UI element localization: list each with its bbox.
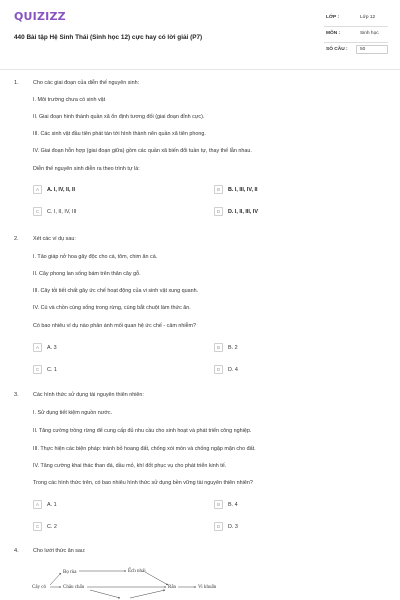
question-line: II. Tăng cường trồng rừng để cung cấp đủ nhu cầu cho sinh hoạt và phát triển công nghiệp. <box>33 428 252 434</box>
question-number: 1. <box>14 80 19 86</box>
meta-row-subject <box>316 28 392 40</box>
food-web-label: Bọ rùa <box>63 570 77 575</box>
meta-row-count <box>316 44 392 56</box>
answer-option-b[interactable] <box>214 185 382 196</box>
food-web-diagram <box>30 560 220 600</box>
meta-value: Lớp 12 <box>360 15 376 20</box>
option-text: D. 4 <box>228 366 238 373</box>
page-title: 440 Bài tập Hệ Sinh Thái (Sinh học 12) cực hay có lời giải (P7) <box>14 34 203 41</box>
option-letter: B <box>214 500 223 509</box>
question-line: II. Giai đoạn hình thành quần xã ổn định tương đối (giai đoạn đỉnh cực). <box>33 114 205 120</box>
divider <box>324 42 388 43</box>
option-letter: A <box>33 185 42 194</box>
question-line: Diễn thế nguyên sinh diễn ra theo trình tự là: <box>33 166 140 172</box>
food-web-label: Vi khuẩn <box>198 585 217 590</box>
option-text: B. 4 <box>228 501 238 508</box>
option-letter: D <box>214 365 223 374</box>
divider <box>324 26 388 27</box>
option-text: B. I, III, IV, II <box>228 186 258 193</box>
question-stem: Các hình thức sử dụng tài nguyên thiên nhiên: <box>33 392 144 398</box>
option-text: D. 3 <box>228 523 238 530</box>
question-line: Có bao nhiêu ví dụ nào phản ánh mối quan hệ ức chế - cảm nhiễm? <box>33 323 197 329</box>
option-letter: C <box>33 207 42 216</box>
answer-option-a[interactable] <box>33 343 201 354</box>
option-text: B. 2 <box>228 344 238 351</box>
question-number: 4. <box>14 548 19 554</box>
option-text: C. 2 <box>47 523 57 530</box>
option-text: C. 1 <box>47 366 57 373</box>
meta-label: MÔN : <box>326 31 341 36</box>
answer-option-c[interactable] <box>33 207 201 218</box>
option-letter: A <box>33 500 42 509</box>
option-text: A. 1 <box>47 501 57 508</box>
option-letter: C <box>33 365 42 374</box>
question-line: IV. Tăng cường khai thác than đá, dầu mỏ, khí đốt phục vụ cho phát triển kinh tế. <box>33 463 227 469</box>
question-line: I. Sử dụng tiết kiệm nguồn nước. <box>33 410 113 416</box>
question-line: I. Tảo giáp nở hoa gây độc cho cá, tôm, chim ăn cá. <box>33 254 158 260</box>
answer-option-c[interactable] <box>33 365 201 376</box>
food-web-label: Ếch nhái <box>128 569 146 574</box>
question-line: III. Các sinh vật đầu tiên phát tán tới hình thành nên quần xã tiên phong. <box>33 131 206 137</box>
food-web-label: Rắn <box>168 585 177 590</box>
food-web-label: Cây cỏ <box>32 585 47 590</box>
option-text: A. I, IV, II, II <box>47 186 75 193</box>
question-line: II. Cây phong lan sống bám trên thân cây gỗ. <box>33 271 141 277</box>
option-text: A. 3 <box>47 344 57 351</box>
option-letter: D <box>214 522 223 531</box>
question-stem: Cho lưới thức ăn sau: <box>33 548 86 554</box>
question-line: IV. Giai đoạn hỗn hợp (giai đoạn giữa) gồm các quần xã biến đổi tuần tự, thay thế lẫn nhau. <box>33 148 252 154</box>
question-number: 2. <box>14 236 19 242</box>
meta-value: 50 <box>360 47 366 52</box>
answer-option-a[interactable] <box>33 185 201 196</box>
option-letter: A <box>33 343 42 352</box>
question-line: I. Môi trường chưa có sinh vật <box>33 97 106 103</box>
header-divider <box>0 69 400 70</box>
answer-option-d[interactable] <box>214 522 382 533</box>
quizizz-logo[interactable]: QUIZIZZ <box>14 10 66 23</box>
meta-row-class <box>316 12 392 24</box>
answer-option-c[interactable] <box>33 522 201 533</box>
option-text: C. I, II, IV, III <box>47 208 77 215</box>
question-line: III. Cây tỏi tiết chất gây ức chế hoạt động của vi sinh vật xung quanh. <box>33 288 199 294</box>
question-line: IV. Cú và chồn cùng sống trong rừng, cùng bắt chuột làm thức ăn. <box>33 305 191 311</box>
answer-option-d[interactable] <box>214 365 382 376</box>
answer-option-a[interactable] <box>33 500 201 511</box>
question-line: Trong các hình thức trên, có bao nhiêu hình thức sử dụng bền vững tài nguyên thiên nhiên? <box>33 480 253 486</box>
question-stem: Cho các giai đoạn của diễn thế nguyên sinh: <box>33 80 140 86</box>
food-web-label: Châu chấu <box>63 585 85 590</box>
meta-label: SỐ CÂU : <box>326 47 348 52</box>
option-letter: B <box>214 185 223 194</box>
page-header <box>0 0 400 70</box>
answer-option-d[interactable] <box>214 207 382 218</box>
question-line: III. Thực hiện các biện pháp: tránh bỏ hoang đất, chống xói mòn và chống ngập mặn cho đất. <box>33 446 256 452</box>
option-letter: D <box>214 207 223 216</box>
meta-label: LỚP : <box>326 15 340 20</box>
option-letter: C <box>33 522 42 531</box>
answer-option-b[interactable] <box>214 500 382 511</box>
meta-value: Sinh học <box>360 31 379 36</box>
question-stem: Xét các ví dụ sau: <box>33 236 76 242</box>
option-letter: B <box>214 343 223 352</box>
answer-option-b[interactable] <box>214 343 382 354</box>
option-text: D. I, II, III, IV <box>228 208 258 215</box>
question-number: 3. <box>14 392 19 398</box>
